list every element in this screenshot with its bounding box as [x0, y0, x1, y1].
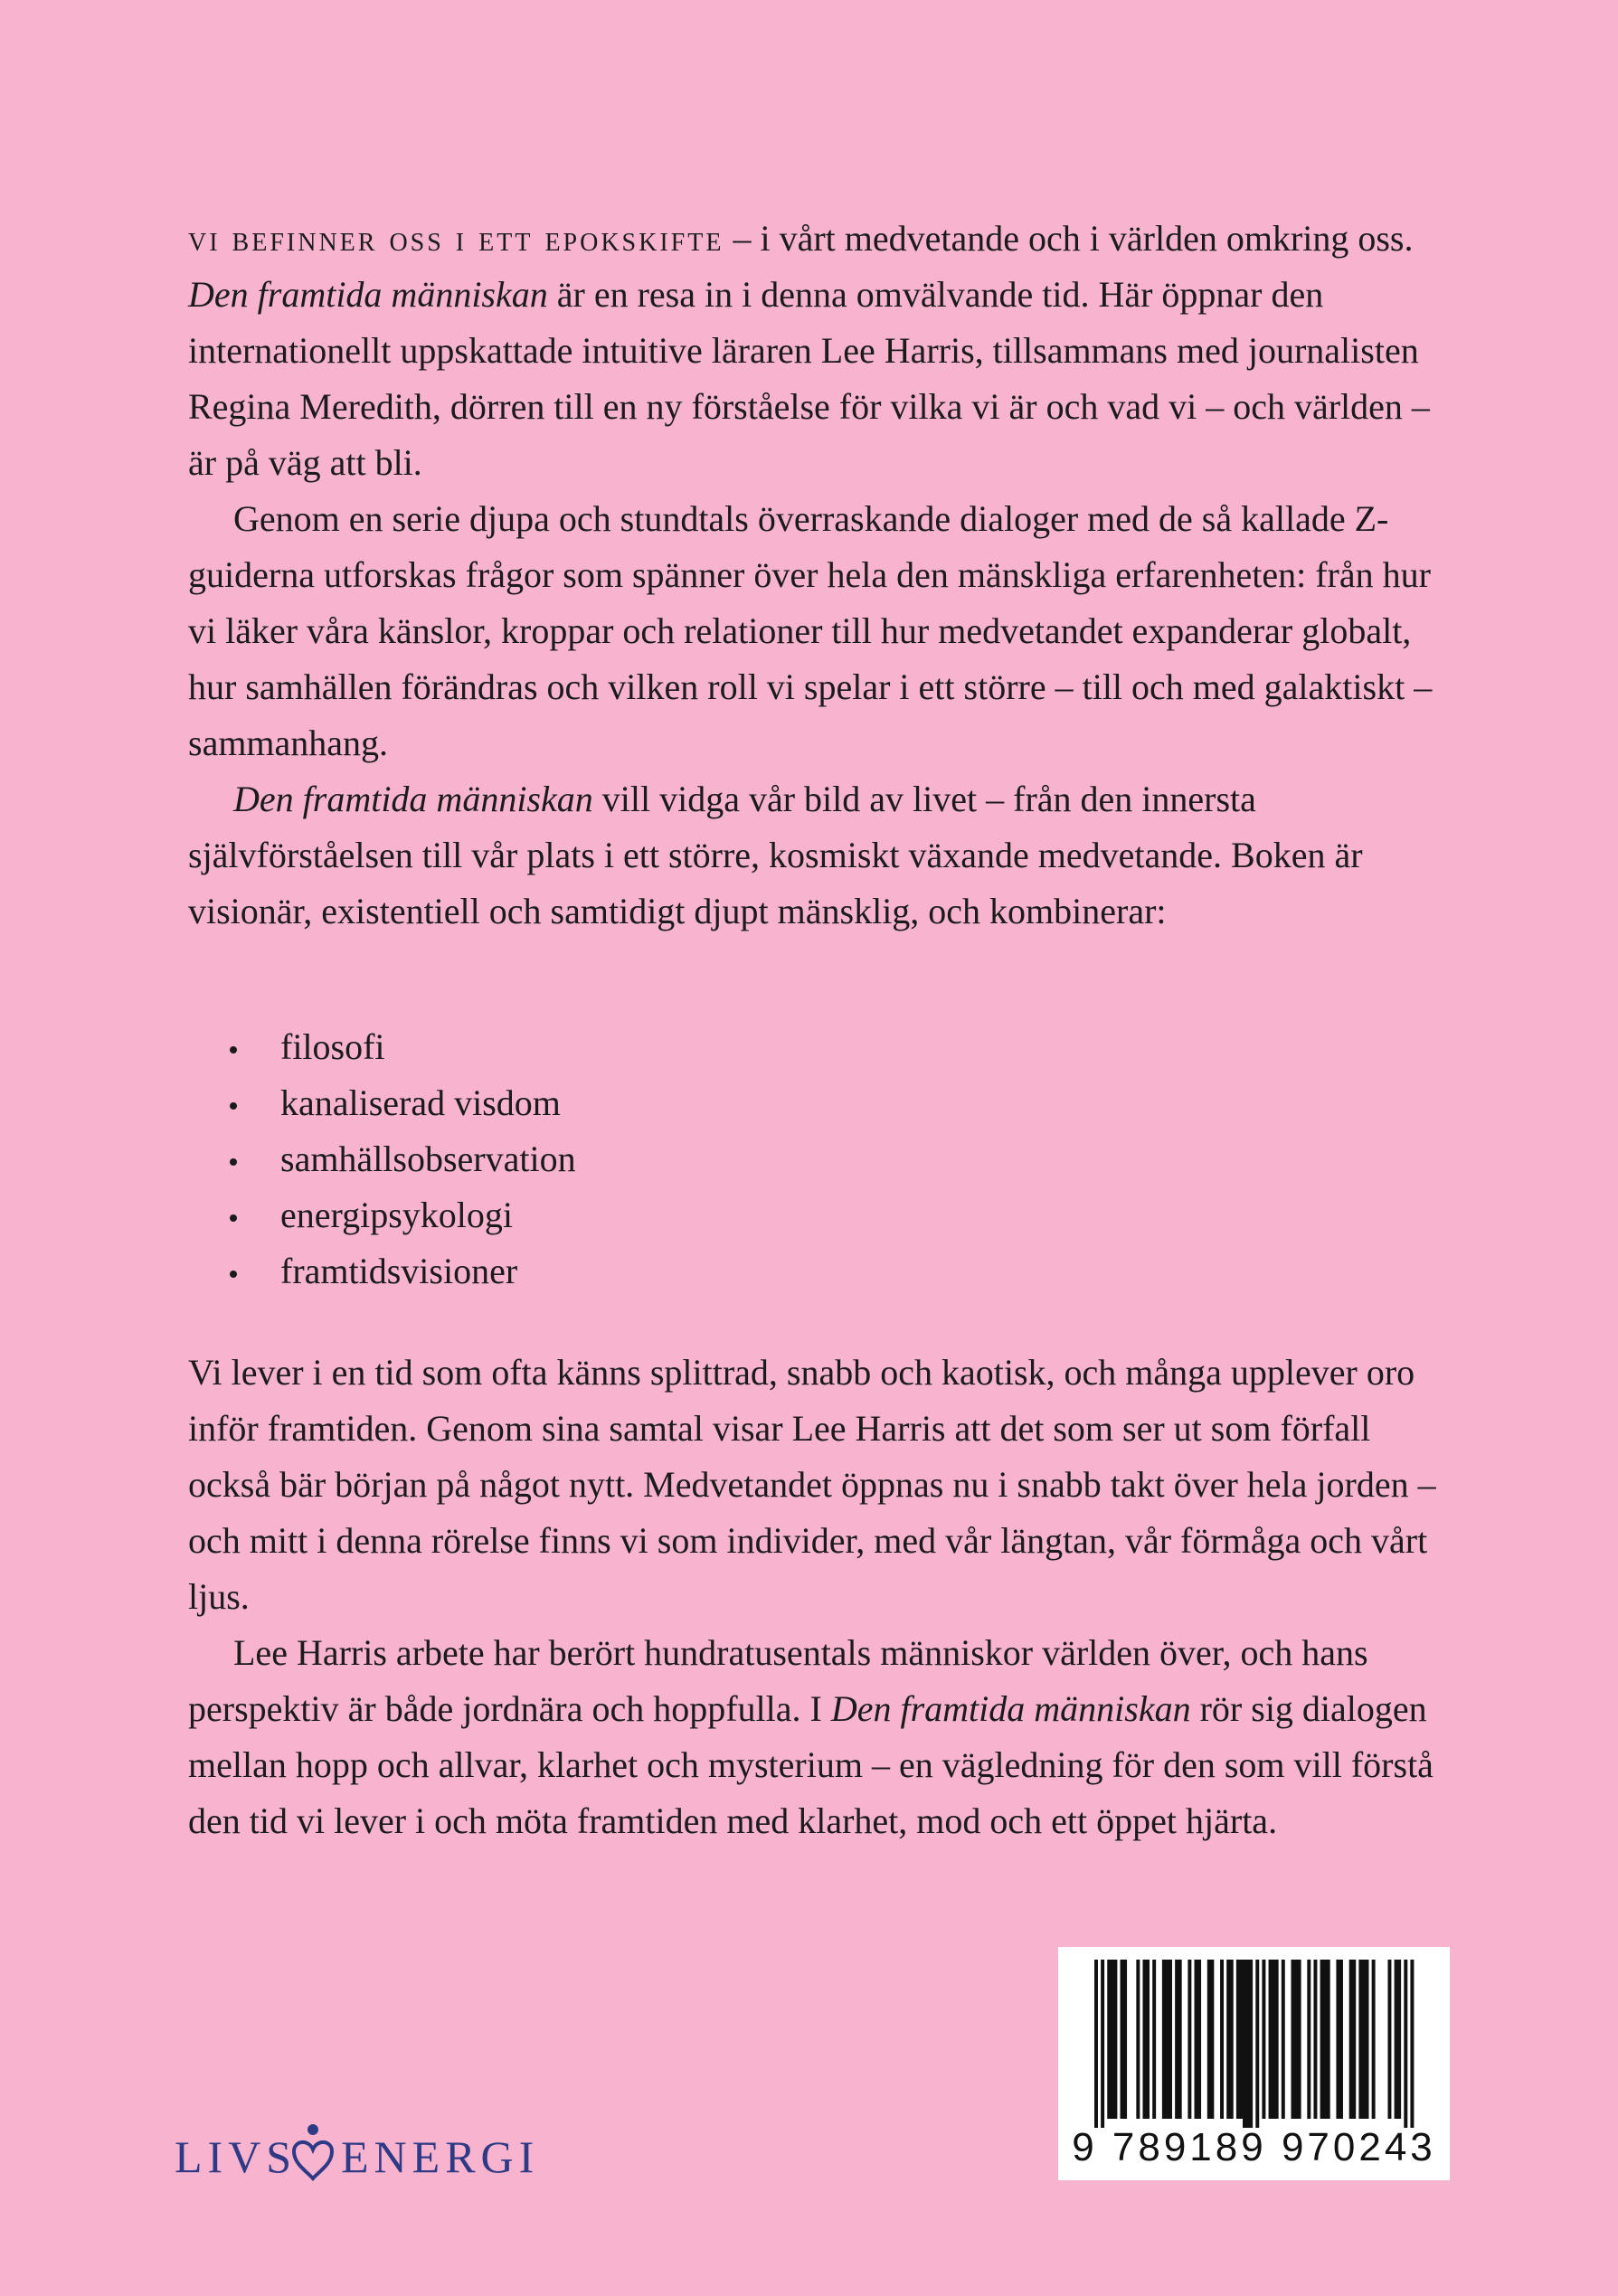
barcode-bar — [1121, 1960, 1124, 2119]
barcode-bar — [1410, 1960, 1414, 2128]
lead-caps: vi befinner oss i ett epokskifte — [188, 218, 724, 259]
barcode-bar — [1362, 1960, 1366, 2119]
barcode-bar — [1294, 1960, 1298, 2119]
barcode-bar — [1366, 1960, 1369, 2119]
barcode-bar — [1111, 1960, 1114, 2119]
barcode-bar — [1207, 1960, 1211, 2119]
barcode-bar — [1094, 1960, 1098, 2128]
barcode-bar — [1146, 1960, 1150, 2119]
paragraph-4: Vi lever i en tid som ofta känns splittrad, snabb och kaotisk, och många upplever oro inför framtiden. Genom sina samtal visar Lee Harris att det som ser ut som förfall också bär början på något nytt. Medvetandet öppnas nu i snabb takt över hela jorden – och mitt i denna rörelse finns vi som individer, med vår längtan, vår förmåga och vårt ljus. — [188, 1352, 1436, 1617]
barcode-bar — [1327, 1960, 1330, 2119]
barcode-bar — [1404, 1960, 1407, 2128]
barcode-bar — [1372, 1960, 1376, 2119]
intro-paragraph — [188, 211, 1445, 491]
isbn-barcode — [1058, 1947, 1450, 2180]
barcode-bar — [1313, 1960, 1317, 2119]
topics-list — [230, 1019, 576, 1299]
barcode-bar — [1101, 1960, 1104, 2128]
paragraph-2: Genom en serie djupa och stundtals överraskande dialoger med de så kallade Z-guiderna utforskas frågor som spänner över hela den mänskliga erfarenheten: från hur vi läker våra känslor, kroppar och relationer till hur medvetandet expanderar globalt, hur samhällen förändras och vilken roll vi spelar i ett större – till och med galaktiskt – sammanhang. — [188, 498, 1433, 763]
barcode-bar — [1165, 1960, 1169, 2119]
barcode-bar — [1307, 1960, 1310, 2119]
barcode-bar — [1220, 1960, 1224, 2119]
barcode-bar — [1107, 1960, 1111, 2119]
list-item: kanaliserad visdom — [230, 1075, 576, 1131]
paragraph-3: Den framtida människan vill vidga vår bild av livet – från den innersta självförståelsen till vår plats i ett större, kosmiskt växande medvetande. Boken är visionär, existentiell och samtidigt djupt mänsklig, och kombinerar: — [188, 779, 1363, 931]
barcode-bar — [1262, 1960, 1265, 2119]
barcode-bar — [1387, 1960, 1391, 2119]
barcode-bar — [1187, 1960, 1191, 2119]
heart-person-icon — [290, 2121, 336, 2184]
barcode-bar — [1136, 1960, 1140, 2119]
barcode-bar — [1226, 1960, 1230, 2119]
barcode-bar — [1395, 1960, 1398, 2119]
paragraph-5: Lee Harris arbete har berört hundratusentals människor världen över, och hans perspektiv är både jordnära och hoppfulla. I Den framtida människan rör sig dialogen mellan hopp och allvar, klarhet och mysterium – en vägledning för den som vill förstå den tid vi lever i och möta framtiden med klarhet, mod och ett öppet hjärta. — [188, 1632, 1433, 1841]
barcode-bar — [1195, 1960, 1198, 2119]
list-item: energipsykologi — [230, 1187, 576, 1243]
barcode-bar — [1142, 1960, 1146, 2119]
barcode-bar — [1320, 1960, 1324, 2119]
logo-text-right: ENERGI — [341, 2131, 540, 2182]
book-title: Den framtida människan — [830, 1688, 1191, 1729]
list-item: framtidsvisioner — [230, 1243, 576, 1299]
barcode-bars — [1058, 1947, 1450, 2128]
list-item: samhällsobservation — [230, 1131, 576, 1187]
barcode-bar — [1123, 1960, 1127, 2119]
barcode-bar — [1323, 1960, 1327, 2119]
barcode-bar — [1292, 1960, 1295, 2119]
book-title: Den framtida människan — [233, 779, 593, 819]
barcode-bar — [1275, 1960, 1279, 2119]
barcode-bar — [1269, 1960, 1273, 2119]
barcode-bar — [1336, 1960, 1339, 2119]
barcode-bar — [1197, 1960, 1201, 2119]
barcode-bar — [1255, 1960, 1259, 2128]
barcode-bar — [1349, 1960, 1353, 2119]
barcode-bar — [1397, 1960, 1401, 2119]
barcode-bar — [1249, 1960, 1253, 2128]
logo-text-left: LIVS — [175, 2131, 298, 2182]
barcode-bar — [1272, 1960, 1275, 2119]
list-item: filosofi — [230, 1019, 576, 1075]
barcode-bar — [1178, 1960, 1182, 2119]
barcode-bar — [1246, 1960, 1250, 2128]
barcode-bar — [1162, 1960, 1166, 2119]
barcode-bar — [1298, 1960, 1301, 2119]
intro-text: vi befinner oss i ett epokskifte – i vårt medvetande och i världen omkring oss. Den framtida människan är en resa in i denna omvälvande tid. Här öppnar den internationellt uppskattade intuitive läraren Lee Harris, tillsammans med journalisten Regina Meredith, dörren till en ny förståelse för vilka vi är och vad vi – och världen – är på väg att bli. — [188, 218, 1430, 483]
publisher-logo — [175, 2112, 582, 2193]
barcode-bar — [1339, 1960, 1343, 2119]
barcode-bar — [1282, 1960, 1285, 2119]
barcode-bar — [1358, 1960, 1362, 2119]
barcode-bar — [1239, 1960, 1243, 2119]
barcode-bar — [1210, 1960, 1214, 2119]
barcode-bar — [1236, 1960, 1240, 2119]
barcode-bar — [1175, 1960, 1178, 2119]
isbn-number: 9 789189 970243 — [1072, 2125, 1436, 2169]
barcode-bar — [1243, 1960, 1246, 2128]
barcode-bar — [1113, 1960, 1117, 2119]
book-title: Den framtida människan — [188, 274, 548, 315]
barcode-bar — [1152, 1960, 1156, 2119]
barcode-bar — [1352, 1960, 1356, 2119]
barcode-bar — [1230, 1960, 1234, 2119]
barcode-bar — [1169, 1960, 1172, 2119]
